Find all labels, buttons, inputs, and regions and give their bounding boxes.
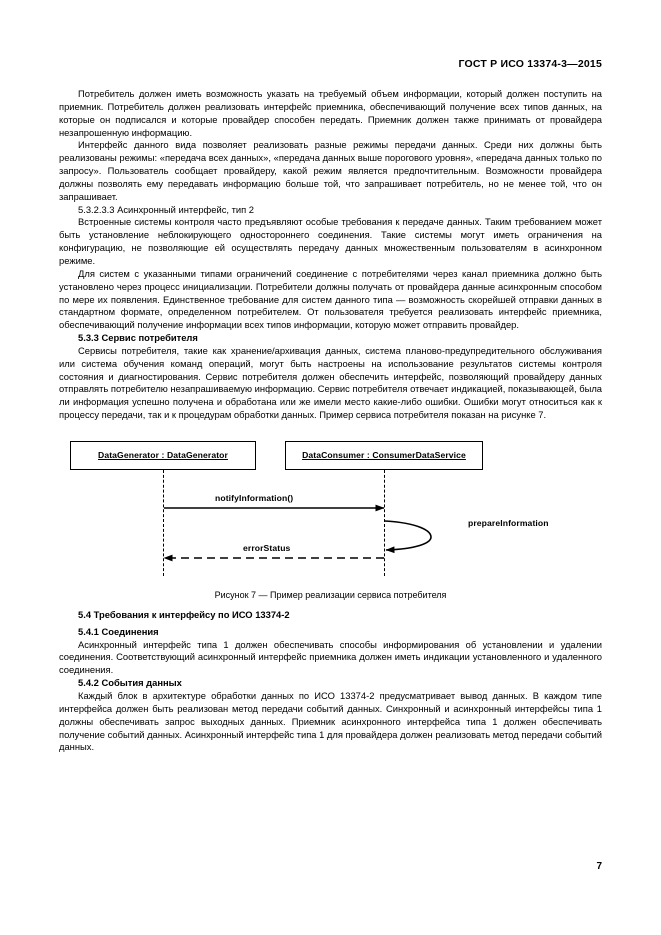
standard-header: ГОСТ Р ИСО 13374-3—2015 bbox=[458, 58, 602, 70]
heading-5-4-2: 5.4.2 События данных bbox=[78, 677, 182, 689]
paragraph-embedded-systems: Встроенные системы контроля часто предъявляют особые требования к передаче данных. Таким требованием может быть установление неблокирующего одностороннего соединения. Такие системы могут иметь ограничения на конфигурацию, не позволяющие ей осуществлять передачу данных множественным пользователям в асинхронном режиме. bbox=[59, 216, 602, 266]
spacer-before-figure bbox=[59, 422, 602, 431]
figure-7 bbox=[59, 431, 602, 581]
paragraph-consumer-scope: Потребитель должен иметь возможность указать на требуемый объем информации, который должен поступить на приемник. Потребитель должен реализовать интерфейс приемника, обеспечивающий получение всех типов данных, на которые он подписался и которые провайдер способен передать. Приемник должен также принимать от провайдера незапрошенную информацию. bbox=[59, 88, 602, 138]
paragraph-interface-modes: Интерфейс данного вида позволяет реализовать разные режимы передачи данных. Среди них должны быть реализованы режимы: «передача всех данных», «передача данных выше порогового уровня», «передача данных только по запросу». Пользователь сообщает провайдеру, какой режим является предпочтительным. Возможности провайдера должны позволять ему передавать информацию больше той, что запрашивает потребитель, но не менее той, что он запрашивает. bbox=[59, 139, 602, 202]
message-label-prepare-information: prepareInformation bbox=[468, 517, 549, 528]
message-label-notify-information: notifyInformation() bbox=[215, 492, 294, 503]
sequence-arrows bbox=[59, 431, 602, 581]
page-number: 7 bbox=[596, 861, 602, 872]
arrow-prepare-information-self bbox=[385, 521, 431, 550]
paragraph-data-events: Каждый блок в архитектуре обработки данных по ИСО 13374-2 предусматривает вывод данных. В каждом типе интерфейса должен быть реализован метод передачи событий данных. Синхронный и асинхронный интерфейсы типа 1 должны обеспечивать запрос выходных данных. Приемник асинхронного интерфейса типа 1 должен обеспечивать получение событий данных. Асинхронный интерфейс типа 1 для провайдера должен реализовать метод передачи событий данных. bbox=[59, 690, 602, 753]
lifeline-label-data-consumer: DataConsumer : ConsumerDataService bbox=[302, 450, 466, 461]
heading-5-3-2-3-3: 5.3.2.3.3 Асинхронный интерфейс, тип 2 bbox=[78, 203, 255, 215]
paragraph-connections: Асинхронный интерфейс типа 1 должен обеспечивать способы информирования об установлении и удалении соединения. Соответствующий асинхронный интерфейс приемника должен иметь индикации установленного и удаленного соединения. bbox=[59, 638, 602, 676]
spacer-after-figure bbox=[59, 600, 602, 609]
lifeline-label-data-generator: DataGenerator : DataGenerator bbox=[98, 450, 228, 461]
heading-5-3-3: 5.3.3 Сервис потребителя bbox=[78, 332, 198, 344]
paragraph-initialization: Для систем с указанными типами ограничений соединение с потребителями через канал приемника должно быть установлено через процесс инициализации. Потребители должны получать от провайдера данные асинхронным способом по мере их появления. Единственное требование для систем данного типа — возможность скорейшей отправки данных в стандартном формате, определенном потребителем. От пользователя требуется реализовать интерфейс приемника, обеспечивающий получение информации всех типов информации, которую может отправить провайдер. bbox=[59, 267, 602, 331]
page-content bbox=[59, 88, 602, 754]
message-label-error-status: errorStatus bbox=[243, 542, 291, 553]
figure-caption: Рисунок 7 — Пример реализации сервиса потребителя bbox=[214, 589, 447, 600]
heading-5-4: 5.4 Требования к интерфейсу по ИСО 13374-2 bbox=[78, 608, 290, 620]
sequence-diagram bbox=[59, 431, 602, 581]
heading-5-4-1: 5.4.1 Соединения bbox=[78, 625, 159, 637]
paragraph-consumer-service: Сервисы потребителя, такие как хранение/архивация данных, система планово-предупредительного обслуживания или система обучения команд операций, могут быть настроены на использование результатов системы контроля состояния и диагностирования. Сервис потребителя должен обеспечить интерфейс, позволяющий провайдеру данных отправлять потребителю незапрашиваемую информацию. Сервис потребителя отвечает индикацией, показывающей, была ли информация успешно получена и обработана или же имели место какие-либо ошибки. Ошибки могут относиться как к процессу передачи, так и к процедурам обработки данных. Пример сервиса потребителя показан на рисунке 7. bbox=[59, 344, 602, 421]
